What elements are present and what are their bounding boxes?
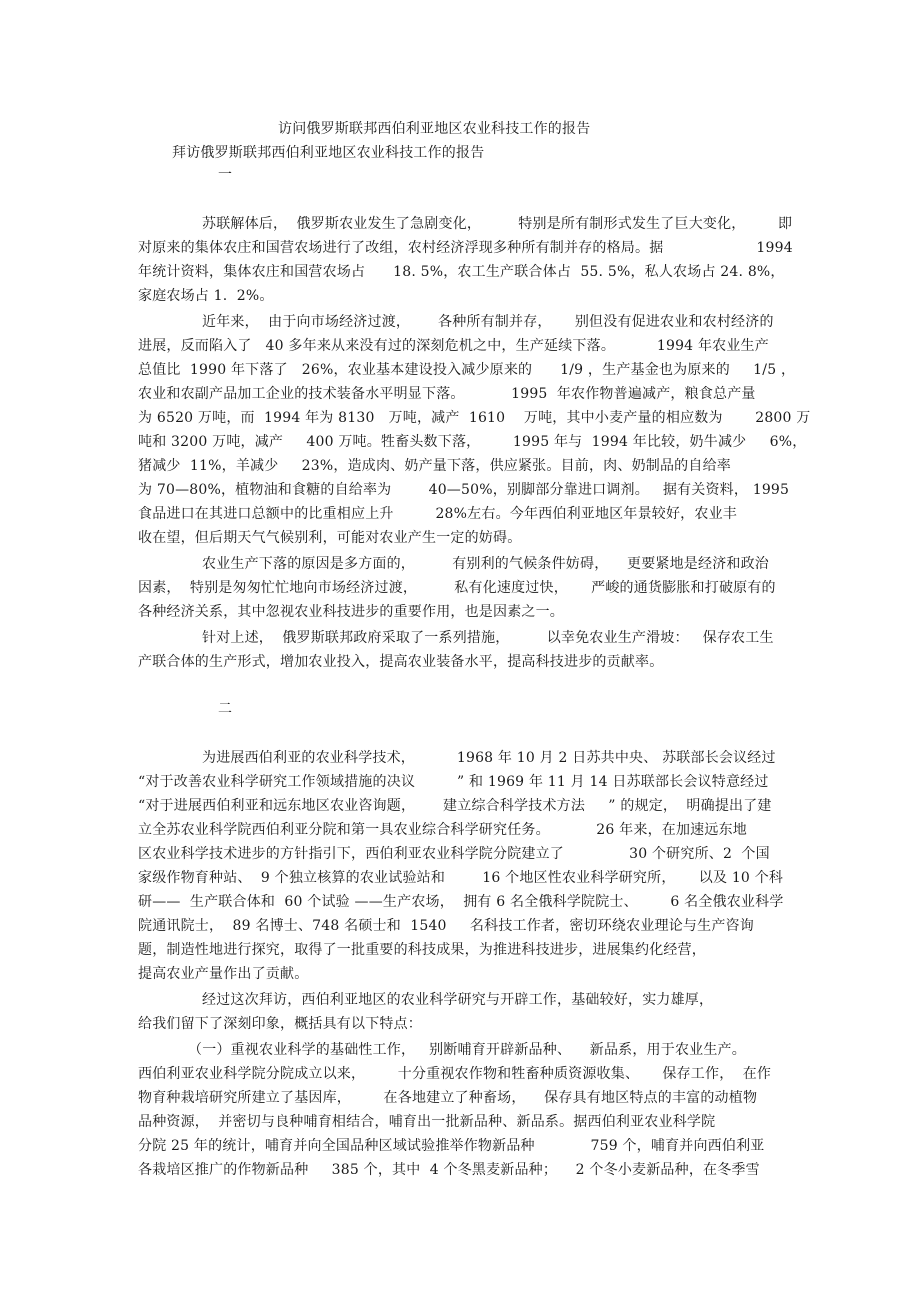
text-line: 各种经济关系，其中忽视农业科技进步的重要作用，也是因素之一。 [138,604,564,620]
text-line: 产联合体的生产形式，增加农业投入，提高农业装备水平，提高科技进步的贡献率。 [138,654,664,670]
text-line: 进展，反而陷入了 40 多年来从来没有过的深刻危机之中，生产延续下落。 1994 年农业生产 [138,338,769,354]
text-line: 收在望，但后期天气气候别利，可能对农业产生一定的妨碍。 [138,530,522,546]
document-title: 访问俄罗斯联邦西伯利亚地区农业科技工作的报告 [278,121,591,137]
text-line: 为 70—80%，植物油和食糖的自给率为 40—50%，别脚部分靠进口调剂。 据有关资料， 1995 [138,482,790,498]
text-line: 院通讯院士， 89 名博士、748 名硕士和 1540 名科技工作者，密切环绕农业理论与生产咨询 [138,918,754,934]
section-marker-1: 一 [218,167,233,183]
text-line: 食品进口在其进口总额中的比重相应上升 28%左右。今年西伯利亚地区年景较好，农业丰 [138,506,737,522]
text-line: 区农业科学技术进步的方针指引下，西伯利亚农业科学院分院建立了 30 个研究所、2 个国 [138,846,770,862]
text-line: 农业和农副产品加工企业的技术装备水平明显下落。 1995 年农作物普遍减产，粮食总产量 [138,386,756,402]
text-line: 题，制造性地进行探究，取得了一批重要的科技成果，为推进科技进步，进展集约化经营， [138,942,706,958]
text-line: 物育种栽培研究所建立了基因库， 在各地建立了种畜场， 保存具有地区特点的丰富的动植物 [138,1090,758,1106]
text-line: 为进展西伯利亚的农业科学技术， 1968 年 10 月 2 日苏共中央、 苏联部长会议经过 [202,750,776,766]
text-line: 年统计资料，集体农庄和国营农场占 18. 5%，农工生产联合体占 55. 5%，私人农场占 24. 8%， [138,264,785,280]
text-line: 分院 25 年的统计，哺育并向全国品种区域试验推举作物新品种 759 个，哺育并向西伯利亚 [138,1138,765,1154]
text-line: 品种资源， 并密切与良种哺育相结合，哺育出一批新品种、新品系。据西伯利亚农业科学院 [138,1114,716,1130]
text-line: 苏联解体后， 俄罗斯农业发生了急剧变化， 特别是所有制形式发生了巨大变化， 即 [202,216,793,232]
text-line: 研—— 生产联合体和 60 个试验 ——生产农场， 拥有 6 名全俄科学院院士、 6 名全俄农业科学 [138,894,784,910]
text-line: 家级作物育种站、 9 个独立核算的农业试验站和 16 个地区性农业科学研究所， 以及 10 个科 [138,870,784,886]
text-line: 经过这次拜访，西伯利亚地区的农业科学研究与开辟工作，基础较好，实力雄厚， [202,992,714,1008]
text-line: 因素， 特别是匆匆忙忙地向市场经济过渡， 私有化速度过快， 严峻的通货膨胀和打破原有的 [138,580,776,596]
text-line: 西伯利亚农业科学院分院成立以来， 十分重视农作物和牲畜种质资源收集、 保存工作， 在作 [138,1066,772,1082]
text-line: 猪减少 11%，羊减少 23%，造成肉、奶产量下落，供应紧张。目前，肉、奶制品的自给率 [138,458,731,474]
text-line: 家庭农场占 1. 2%。 [138,288,274,304]
text-line: 农业生产下落的原因是多方面的， 有别利的气候条件妨碍， 更要紧地是经济和政治 [202,556,769,572]
text-line: 立全苏农业科学院西伯利亚分院和第一具农业综合科学研究任务。 26 年来，在加速远东地 [138,822,747,838]
text-line: “对于进展西伯利亚和远东地区农业咨询题， 建立综合科学技术方法 ” 的规定， 明确提出了建 [138,798,772,814]
text-line: 提高农业产量作出了贡献。 [138,966,309,982]
text-line: “对于改善农业科学研究工作领域措施的决议 ” 和 1969 年 11 月 14 日苏联部长会议特意经过 [138,774,769,790]
section-marker-2: 二 [218,701,233,717]
text-line: 近年来， 由于向市场经济过渡， 各种所有制并存， 别但没有促进农业和农村经济的 [202,314,774,330]
text-line: 为 6520 万吨，而 1994 年为 8130 万吨，减产 1610 万吨，其中小麦产量的相应数为 2800 万 [138,410,811,426]
text-line: 各栽培区推广的作物新品种 385 个，其中 4 个冬黑麦新品种； 2 个冬小麦新品种，在冬季雪 [138,1162,760,1178]
document-subtitle: 拜访俄罗斯联邦西伯利亚地区农业科技工作的报告 [172,145,485,161]
text-line: 对原来的集体农庄和国营农场进行了改组，农村经济浮现多种所有制并存的格局。据 1994 [138,240,793,256]
text-line: （一）重视农业科学的基础性工作， 别断哺育开辟新品种、 新品系，用于农业生产。 [188,1042,746,1058]
text-line: 总值比 1990 年下落了 26%，农业基本建设投入减少原来的 1/9 ，生产基金也为原来的 1/5 ， [138,362,796,378]
text-line: 吨和 3200 万吨，减产 400 万吨。牲畜头数下落， 1995 年与 1994 年比较，奶牛减少 6%， [138,434,807,450]
text-line: 针对上述， 俄罗斯联邦政府采取了一系列措施， 以幸免农业生产滑坡： 保存农工生 [202,630,774,646]
text-line: 给我们留下了深刻印象，概括具有以下特点： [138,1016,422,1032]
